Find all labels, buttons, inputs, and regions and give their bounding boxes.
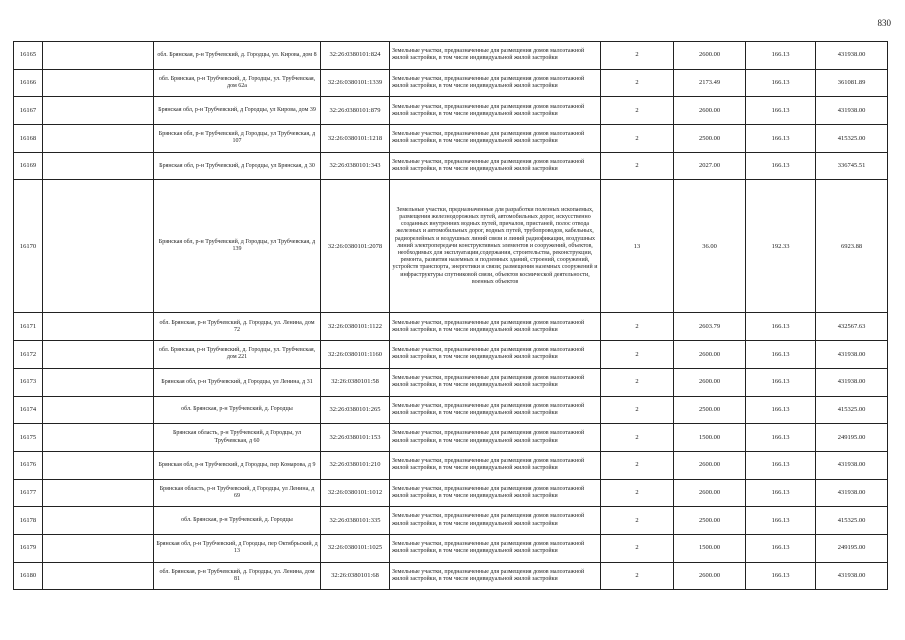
- row-number: 16171: [14, 313, 43, 341]
- row-address: Брянская обл, р-н Трубчевский, д Городцы, ул Брянская, д 30: [154, 152, 321, 180]
- row-cadastral-number: 32:26:0380101:1012: [321, 479, 390, 507]
- row-category: 13: [601, 180, 674, 313]
- table-row: [14, 451, 888, 479]
- row-spacer: [43, 341, 154, 369]
- row-rate: 166.13: [746, 152, 816, 180]
- row-cadastral-number: 32:26:0380101:58: [321, 368, 390, 396]
- row-category: 2: [601, 507, 674, 535]
- row-cadastral-value: 431938.00: [816, 368, 888, 396]
- row-land-use: Земельные участки, предназначенные для размещения домов малоэтажной жилой застройки, в том числе индивидуальной жилой застройки: [390, 534, 601, 562]
- row-cadastral-value: 415325.00: [816, 507, 888, 535]
- row-cadastral-value: 432567.63: [816, 313, 888, 341]
- row-land-use: Земельные участки, предназначенные для размещения домов малоэтажной жилой застройки, в том числе индивидуальной жилой застройки: [390, 313, 601, 341]
- row-area: 2600.00: [674, 97, 746, 125]
- row-spacer: [43, 562, 154, 590]
- row-category: 2: [601, 341, 674, 369]
- row-rate: 166.13: [746, 424, 816, 452]
- row-area: 2600.00: [674, 451, 746, 479]
- table-row: [14, 534, 888, 562]
- row-cadastral-number: 32:26:0380101:824: [321, 42, 390, 70]
- row-category: 2: [601, 69, 674, 97]
- row-spacer: [43, 69, 154, 97]
- row-rate: 166.13: [746, 42, 816, 70]
- table-row: [14, 69, 888, 97]
- row-cadastral-number: 32:26:0380101:265: [321, 396, 390, 424]
- table-row: [14, 368, 888, 396]
- row-land-use: Земельные участки, предназначенные для размещения домов малоэтажной жилой застройки, в том числе индивидуальной жилой застройки: [390, 396, 601, 424]
- row-land-use: Земельные участки, предназначенные для разработки полезных ископаемых, размещения железнодорожных путей, автомобильных дорог, искусственно созданных внутренних водных путей, причалов, пристаней, полос отвода железных и автомобильных дорог, водных путей, трубопроводов, кабельных, радиорелейных и воздушных линий связи и линий радиофикации, воздушных линий электропередачи конструктивных элементов и сооружений, объектов, необходимых для эксплуатации,содержания, строительства, реконструкции, ремонта, развития наземных и подземных зданий, строений, сооружений, устройств транспорта, энергетики и связи; размещения наземных сооружений и инфраструктуры спутниковой связи, объектов космической деятельности, военных объектов: [390, 180, 601, 313]
- row-address: обл. Брянская, р-н Трубчевский, д. Городцы, ул. Ленина, дом 81: [154, 562, 321, 590]
- row-number: 16166: [14, 69, 43, 97]
- row-cadastral-number: 32:26:0380101:1339: [321, 69, 390, 97]
- row-number: 16179: [14, 534, 43, 562]
- row-address: обл. Брянская, р-н Трубчевский, д. Городцы: [154, 396, 321, 424]
- row-address: Брянская обл, р-н Трубчевский, д Городцы, пер Октябрьский, д 13: [154, 534, 321, 562]
- row-rate: 166.13: [746, 313, 816, 341]
- row-land-use: Земельные участки, предназначенные для размещения домов малоэтажной жилой застройки, в том числе индивидуальной жилой застройки: [390, 479, 601, 507]
- row-spacer: [43, 424, 154, 452]
- row-rate: 166.13: [746, 341, 816, 369]
- row-number: 16180: [14, 562, 43, 590]
- row-rate: 166.13: [746, 507, 816, 535]
- row-number: 16178: [14, 507, 43, 535]
- row-number: 16177: [14, 479, 43, 507]
- row-land-use: Земельные участки, предназначенные для размещения домов малоэтажной жилой застройки, в том числе индивидуальной жилой застройки: [390, 424, 601, 452]
- row-rate: 166.13: [746, 534, 816, 562]
- table-row: [14, 562, 888, 590]
- table-row: [14, 97, 888, 125]
- row-land-use: Земельные участки, предназначенные для размещения домов малоэтажной жилой застройки, в том числе индивидуальной жилой застройки: [390, 69, 601, 97]
- row-number: 16165: [14, 42, 43, 70]
- row-category: 2: [601, 562, 674, 590]
- row-number: 16172: [14, 341, 43, 369]
- row-area: 2600.00: [674, 479, 746, 507]
- row-land-use: Земельные участки, предназначенные для размещения домов малоэтажной жилой застройки, в том числе индивидуальной жилой застройки: [390, 42, 601, 70]
- row-number: 16170: [14, 180, 43, 313]
- row-spacer: [43, 451, 154, 479]
- row-area: 2500.00: [674, 396, 746, 424]
- row-spacer: [43, 368, 154, 396]
- row-land-use: Земельные участки, предназначенные для размещения домов малоэтажной жилой застройки, в том числе индивидуальной жилой застройки: [390, 507, 601, 535]
- row-cadastral-value: 6923.88: [816, 180, 888, 313]
- row-address: обл. Брянская, р-н Трубчевский, д. Городцы, ул. Трубчевская, дом 62а: [154, 69, 321, 97]
- row-area: 2603.79: [674, 313, 746, 341]
- row-address: обл. Брянская, р-н Трубчевский, д. Городцы, ул. Кирова, дом 8: [154, 42, 321, 70]
- row-land-use: Земельные участки, предназначенные для размещения домов малоэтажной жилой застройки, в том числе индивидуальной жилой застройки: [390, 97, 601, 125]
- table-row: [14, 152, 888, 180]
- row-cadastral-number: 32:26:0380101:1218: [321, 125, 390, 153]
- row-cadastral-value: 249195.00: [816, 424, 888, 452]
- row-rate: 166.13: [746, 479, 816, 507]
- row-cadastral-number: 32:26:0380101:1160: [321, 341, 390, 369]
- row-category: 2: [601, 479, 674, 507]
- row-category: 2: [601, 396, 674, 424]
- row-spacer: [43, 396, 154, 424]
- row-cadastral-value: 415325.00: [816, 125, 888, 153]
- row-cadastral-number: 32:26:0380101:335: [321, 507, 390, 535]
- row-area: 2173.49: [674, 69, 746, 97]
- row-spacer: [43, 42, 154, 70]
- row-number: 16174: [14, 396, 43, 424]
- row-address: Брянская обл, р-н Трубчевский, д Городцы, ул Трубчевская, д 139: [154, 180, 321, 313]
- row-category: 2: [601, 451, 674, 479]
- row-cadastral-value: 361081.89: [816, 69, 888, 97]
- row-address: обл. Брянская, р-н Трубчевский, д. Городцы, ул. Ленина, дом 72: [154, 313, 321, 341]
- row-spacer: [43, 125, 154, 153]
- row-rate: 166.13: [746, 69, 816, 97]
- row-number: 16168: [14, 125, 43, 153]
- row-rate: 166.13: [746, 125, 816, 153]
- table-row: [14, 42, 888, 70]
- row-rate: 166.13: [746, 97, 816, 125]
- row-category: 2: [601, 313, 674, 341]
- row-address: обл. Брянская, р-н Трубчевский, д. Городцы: [154, 507, 321, 535]
- row-category: 2: [601, 152, 674, 180]
- table-row: [14, 396, 888, 424]
- row-rate: 166.13: [746, 368, 816, 396]
- page-number: 830: [877, 18, 891, 28]
- row-rate: 166.13: [746, 396, 816, 424]
- row-area: 2600.00: [674, 341, 746, 369]
- row-area: 2600.00: [674, 368, 746, 396]
- row-category: 2: [601, 368, 674, 396]
- row-cadastral-value: 336745.51: [816, 152, 888, 180]
- row-area: 36.00: [674, 180, 746, 313]
- row-cadastral-number: 32:26:0380101:879: [321, 97, 390, 125]
- row-address: Брянская обл, р-н Трубчевский, д Городцы, ул Трубчевская, д 107: [154, 125, 321, 153]
- row-area: 2600.00: [674, 42, 746, 70]
- table-row: [14, 424, 888, 452]
- row-land-use: Земельные участки, предназначенные для размещения домов малоэтажной жилой застройки, в том числе индивидуальной жилой застройки: [390, 341, 601, 369]
- row-cadastral-number: 32:26:0380101:68: [321, 562, 390, 590]
- row-land-use: Земельные участки, предназначенные для размещения домов малоэтажной жилой застройки, в том числе индивидуальной жилой застройки: [390, 125, 601, 153]
- row-number: 16167: [14, 97, 43, 125]
- row-number: 16175: [14, 424, 43, 452]
- table-row: [14, 125, 888, 153]
- row-address: обл. Брянская, р-н Трубчевский, д. Городцы, ул. Трубчевская, дом 221: [154, 341, 321, 369]
- row-area: 2600.00: [674, 562, 746, 590]
- row-address: Брянская область, р-н Трубчевский, д Городцы, ул Ленина, д 69: [154, 479, 321, 507]
- row-cadastral-number: 32:26:0380101:1122: [321, 313, 390, 341]
- row-spacer: [43, 313, 154, 341]
- row-area: 1500.00: [674, 424, 746, 452]
- table-row: [14, 341, 888, 369]
- row-cadastral-number: 32:26:0380101:343: [321, 152, 390, 180]
- row-category: 2: [601, 424, 674, 452]
- row-area: 2500.00: [674, 125, 746, 153]
- row-category: 2: [601, 534, 674, 562]
- row-land-use: Земельные участки, предназначенные для размещения домов малоэтажной жилой застройки, в том числе индивидуальной жилой застройки: [390, 152, 601, 180]
- row-rate: 192.33: [746, 180, 816, 313]
- row-spacer: [43, 479, 154, 507]
- row-address: Брянская область, р-н Трубчевский, д Городцы, ул Трубчевская, д 60: [154, 424, 321, 452]
- row-cadastral-number: 32:26:0380101:153: [321, 424, 390, 452]
- table-row: [14, 479, 888, 507]
- row-cadastral-value: 431938.00: [816, 97, 888, 125]
- row-number: 16169: [14, 152, 43, 180]
- row-rate: 166.13: [746, 562, 816, 590]
- row-spacer: [43, 97, 154, 125]
- row-spacer: [43, 507, 154, 535]
- row-rate: 166.13: [746, 451, 816, 479]
- row-cadastral-value: 431938.00: [816, 479, 888, 507]
- row-cadastral-number: 32:26:0380101:210: [321, 451, 390, 479]
- table-row: [14, 180, 888, 313]
- row-number: 16173: [14, 368, 43, 396]
- row-area: 2500.00: [674, 507, 746, 535]
- land-registry-table: [13, 41, 888, 590]
- row-address: Брянская обл, р-н Трубчевский, д Городцы, ул Кирова, дом 39: [154, 97, 321, 125]
- table-row: [14, 313, 888, 341]
- row-cadastral-value: 431938.00: [816, 42, 888, 70]
- row-cadastral-value: 431938.00: [816, 562, 888, 590]
- row-address: Брянская обл, р-н Трубчевский, д Городцы, ул Ленина, д 31: [154, 368, 321, 396]
- row-area: 2027.00: [674, 152, 746, 180]
- row-spacer: [43, 534, 154, 562]
- row-number: 16176: [14, 451, 43, 479]
- table-body: [14, 42, 888, 590]
- row-cadastral-value: 431938.00: [816, 451, 888, 479]
- row-address: Брянская обл, р-н Трубчевский, д Городцы, пер Комарова, д 9: [154, 451, 321, 479]
- row-spacer: [43, 152, 154, 180]
- row-category: 2: [601, 125, 674, 153]
- table-row: [14, 507, 888, 535]
- row-cadastral-value: 249195.00: [816, 534, 888, 562]
- row-category: 2: [601, 42, 674, 70]
- row-cadastral-value: 415325.00: [816, 396, 888, 424]
- row-cadastral-number: 32:26:0380101:1025: [321, 534, 390, 562]
- row-cadastral-number: 32:26:0380101:2078: [321, 180, 390, 313]
- row-land-use: Земельные участки, предназначенные для размещения домов малоэтажной жилой застройки, в том числе индивидуальной жилой застройки: [390, 562, 601, 590]
- row-land-use: Земельные участки, предназначенные для размещения домов малоэтажной жилой застройки, в том числе индивидуальной жилой застройки: [390, 451, 601, 479]
- row-cadastral-value: 431938.00: [816, 341, 888, 369]
- row-spacer: [43, 180, 154, 313]
- row-category: 2: [601, 97, 674, 125]
- row-land-use: Земельные участки, предназначенные для размещения домов малоэтажной жилой застройки, в том числе индивидуальной жилой застройки: [390, 368, 601, 396]
- row-area: 1500.00: [674, 534, 746, 562]
